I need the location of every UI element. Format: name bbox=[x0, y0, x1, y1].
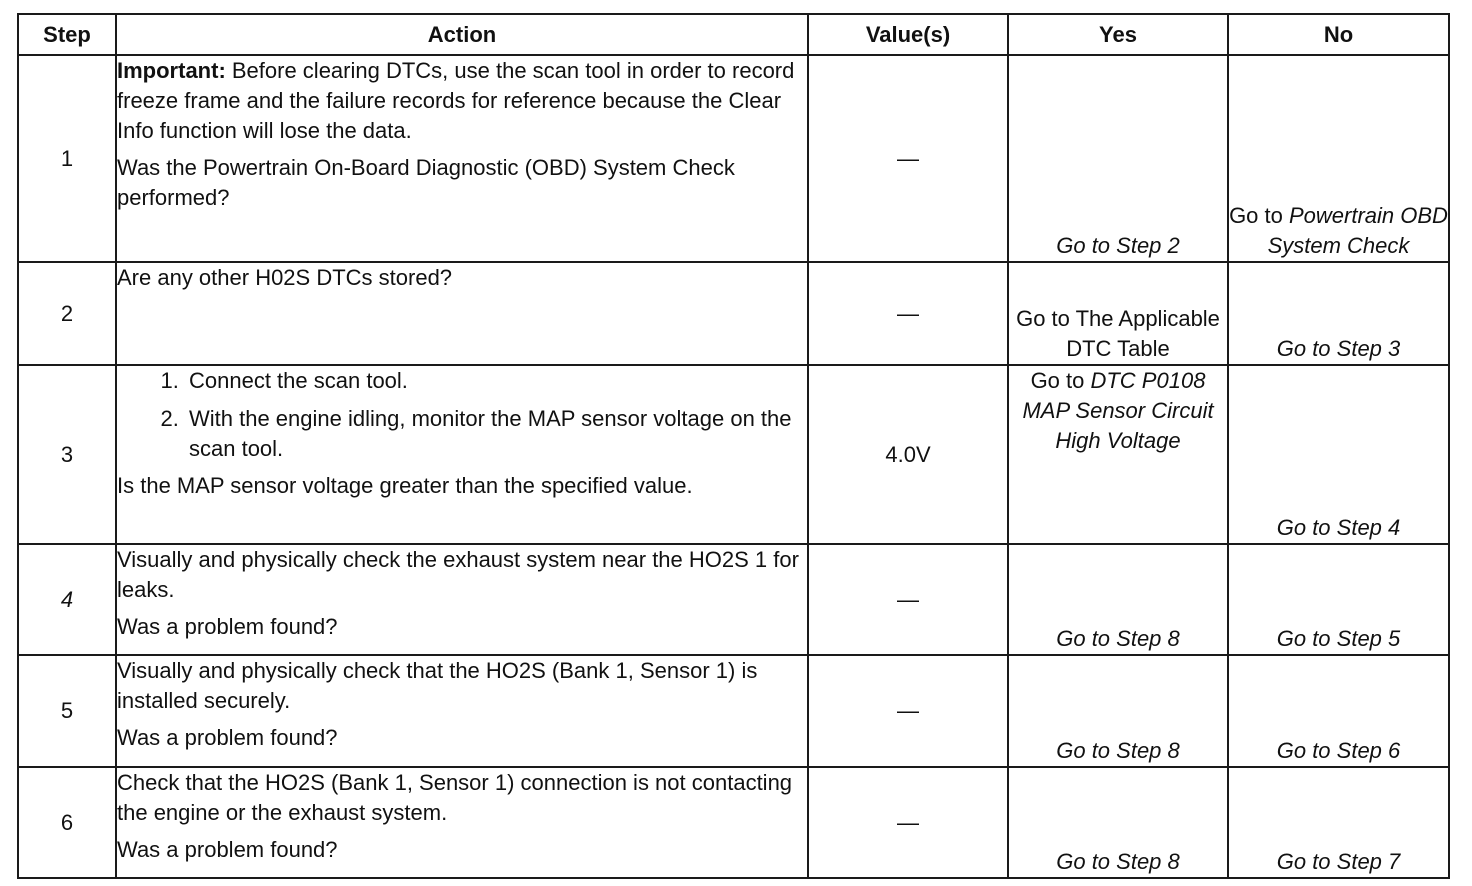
action-cell bbox=[116, 767, 808, 878]
value-cell: — bbox=[808, 262, 1008, 365]
important-text: Before clearing DTCs, use the scan tool in order to record freeze frame and the failure records for reference because the Clear Info function will lose the data. bbox=[117, 58, 795, 143]
yes-link[interactable]: Go to The Applicable DTC Table bbox=[1016, 306, 1220, 361]
yes-cell bbox=[1008, 365, 1228, 544]
no-cell bbox=[1228, 544, 1449, 655]
value-cell: — bbox=[808, 655, 1008, 767]
no-link[interactable]: Go to Step 3 bbox=[1276, 336, 1401, 361]
important-label: Important: bbox=[117, 58, 226, 83]
yes-cell bbox=[1008, 544, 1228, 655]
yes-cell bbox=[1008, 55, 1228, 262]
table-row bbox=[18, 655, 1449, 767]
yes-link[interactable]: Go to Step 8 bbox=[1056, 626, 1180, 651]
no-link[interactable]: Powertrain OBD System Check bbox=[1267, 203, 1448, 258]
yes-prefix: Go to bbox=[1030, 368, 1091, 393]
no-cell bbox=[1228, 365, 1449, 544]
no-prefix: Go to bbox=[1229, 203, 1289, 228]
no-cell bbox=[1228, 655, 1449, 767]
yes-link[interactable]: Go to Step 8 bbox=[1056, 738, 1180, 763]
header-step: Step bbox=[18, 14, 116, 55]
no-link[interactable]: Go to Step 4 bbox=[1276, 515, 1401, 540]
step-number: 1 bbox=[18, 55, 116, 262]
yes-cell bbox=[1008, 767, 1228, 878]
action-text: Visually and physically check the exhaust system near the HO2S 1 for leaks. bbox=[117, 547, 799, 602]
action-question: Is the MAP sensor voltage greater than the specified value. bbox=[117, 473, 693, 498]
action-question: Was a problem found? bbox=[117, 614, 338, 639]
table-row bbox=[18, 767, 1449, 878]
no-link[interactable]: Go to Step 7 bbox=[1276, 849, 1401, 874]
list-item: 1. Connect the scan tool. bbox=[185, 366, 807, 396]
no-link[interactable]: Go to Step 5 bbox=[1276, 626, 1401, 651]
step-number: 2 bbox=[18, 262, 116, 365]
table-row bbox=[18, 365, 1449, 544]
no-cell bbox=[1228, 767, 1449, 878]
header-row bbox=[18, 14, 1449, 55]
yes-link[interactable]: Go to Step 2 bbox=[1056, 233, 1180, 258]
list-item: 2. With the engine idling, monitor the MAP sensor voltage on the scan tool. bbox=[185, 404, 807, 464]
step-number: 3 bbox=[18, 365, 116, 544]
action-cell bbox=[116, 365, 808, 544]
header-action: Action bbox=[116, 14, 808, 55]
yes-cell bbox=[1008, 262, 1228, 365]
header-yes: Yes bbox=[1008, 14, 1228, 55]
yes-link[interactable]: DTC P0108 MAP Sensor Circuit High Voltage bbox=[1022, 368, 1214, 453]
action-text: Check that the HO2S (Bank 1, Sensor 1) connection is not contacting the engine or the exhaust system. bbox=[117, 770, 793, 825]
header-no: No bbox=[1228, 14, 1449, 55]
action-question: Are any other H02S DTCs stored? bbox=[117, 265, 453, 290]
action-steps-list bbox=[117, 366, 807, 464]
yes-link[interactable]: Go to Step 8 bbox=[1056, 849, 1180, 874]
action-cell bbox=[116, 262, 808, 365]
value-cell: — bbox=[808, 767, 1008, 878]
no-cell bbox=[1228, 262, 1449, 365]
action-question: Was the Powertrain On-Board Diagnostic (OBD) System Check performed? bbox=[117, 155, 735, 210]
value-cell: — bbox=[808, 544, 1008, 655]
yes-cell bbox=[1008, 655, 1228, 767]
diagnostic-table bbox=[17, 13, 1450, 879]
action-cell bbox=[116, 55, 808, 262]
no-link[interactable]: Go to Step 6 bbox=[1276, 738, 1401, 763]
header-values: Value(s) bbox=[808, 14, 1008, 55]
table-row bbox=[18, 55, 1449, 262]
action-question: Was a problem found? bbox=[117, 837, 338, 862]
action-cell bbox=[116, 655, 808, 767]
table-row bbox=[18, 544, 1449, 655]
step-number: 6 bbox=[18, 767, 116, 878]
no-cell bbox=[1228, 55, 1449, 262]
action-text: Visually and physically check that the HO2S (Bank 1, Sensor 1) is installed securely. bbox=[117, 658, 758, 713]
step-number: 4 bbox=[18, 544, 116, 655]
value-cell: 4.0V bbox=[808, 365, 1008, 544]
step-number: 5 bbox=[18, 655, 116, 767]
action-question: Was a problem found? bbox=[117, 725, 338, 750]
value-cell: — bbox=[808, 55, 1008, 262]
action-cell bbox=[116, 544, 808, 655]
important-note bbox=[117, 56, 807, 146]
table-row bbox=[18, 262, 1449, 365]
